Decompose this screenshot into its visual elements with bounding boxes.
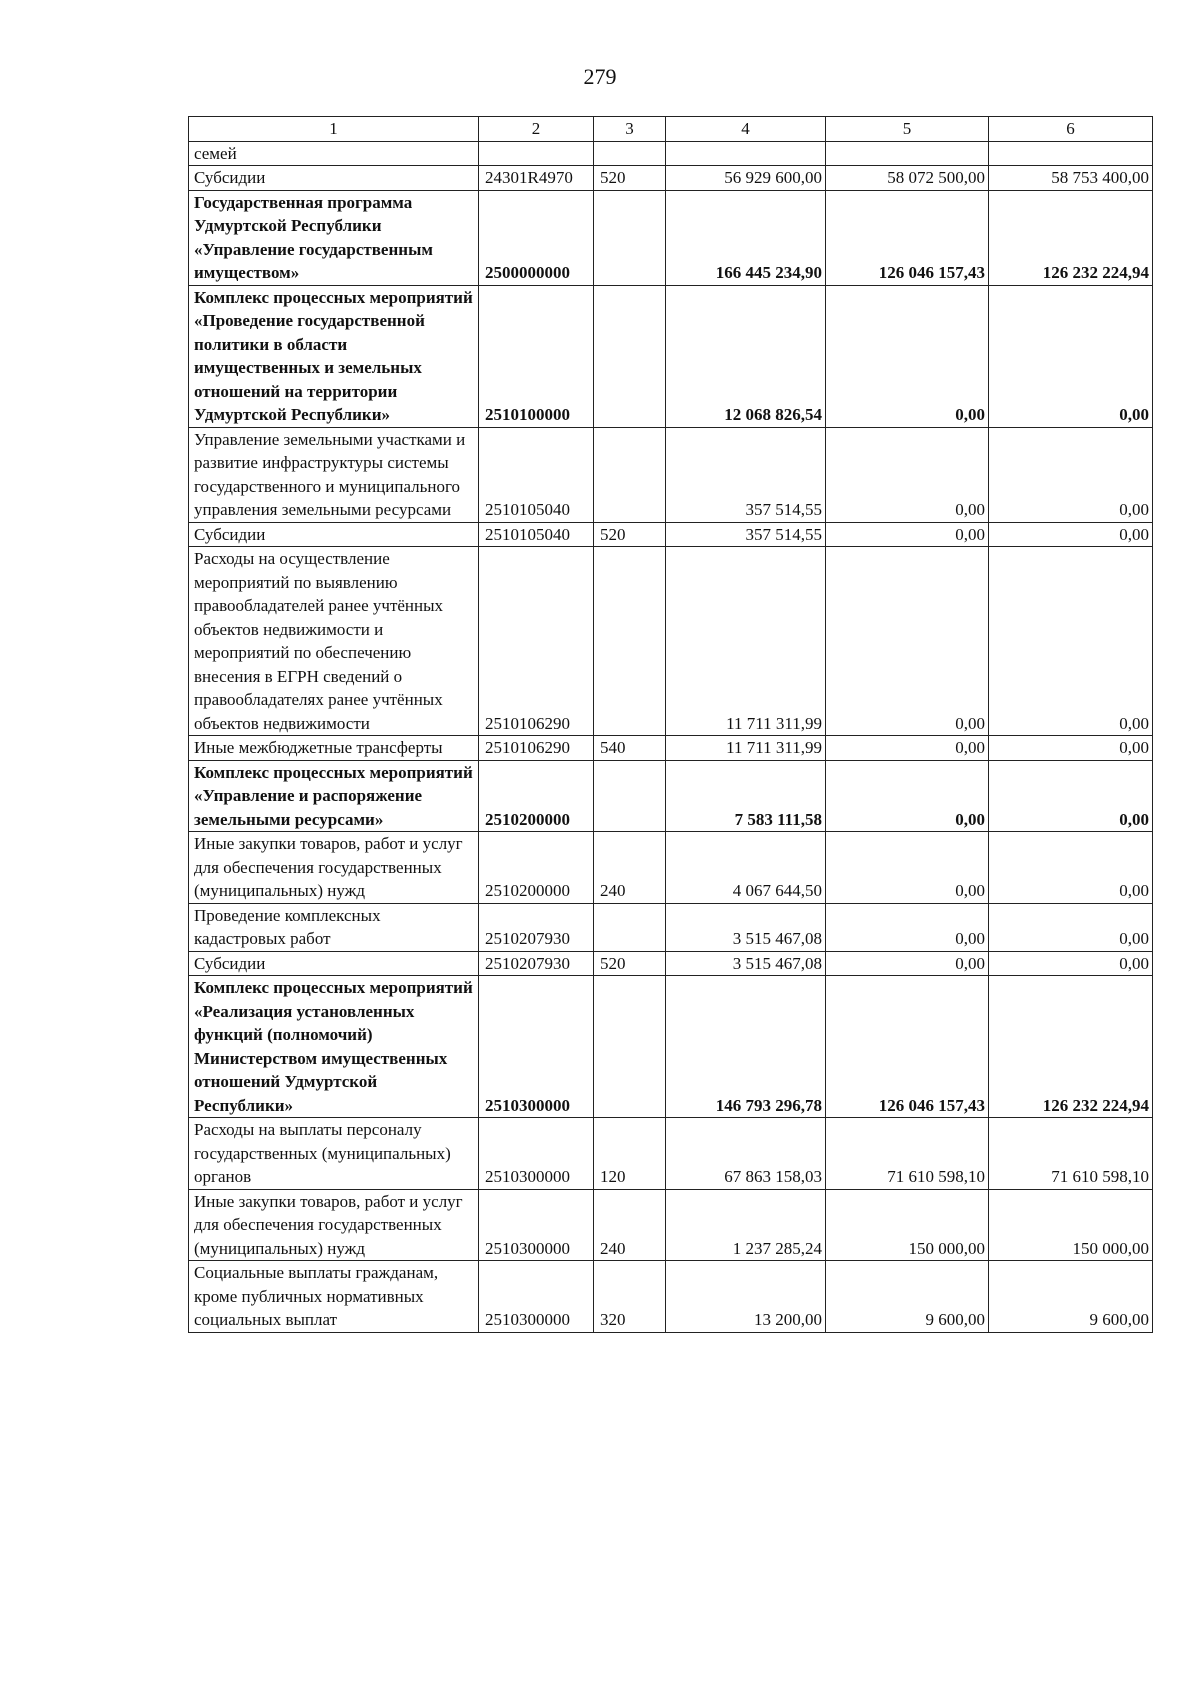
- row-value-col6-cell: 0,00: [989, 736, 1153, 761]
- column-header: 6: [989, 117, 1153, 142]
- row-value-col5-cell: 126 046 157,43: [826, 190, 989, 285]
- row-value-col4-cell: 13 200,00: [666, 1261, 826, 1333]
- row-name-cell: Проведение комплексных кадастровых работ: [189, 903, 479, 951]
- row-value-col4-cell: 146 793 296,78: [666, 976, 826, 1118]
- row-value-col5-cell: 0,00: [826, 760, 989, 832]
- row-kvr-cell: 540: [594, 736, 666, 761]
- row-value-col4-cell: 11 711 311,99: [666, 736, 826, 761]
- row-value-col5-cell: 0,00: [826, 903, 989, 951]
- row-kvr-cell: 320: [594, 1261, 666, 1333]
- row-value-col4-cell: 3 515 467,08: [666, 903, 826, 951]
- table-row: [189, 736, 1153, 761]
- row-value-col6-cell: [989, 141, 1153, 166]
- row-value-col6-cell: 0,00: [989, 547, 1153, 736]
- row-value-col5-cell: 0,00: [826, 832, 989, 904]
- row-code-cell: 2510106290: [479, 736, 594, 761]
- row-code-cell: 2510300000: [479, 976, 594, 1118]
- row-kvr-cell: [594, 190, 666, 285]
- row-value-col6-cell: 0,00: [989, 427, 1153, 522]
- row-code-cell: 2510106290: [479, 547, 594, 736]
- row-value-col6-cell: 9 600,00: [989, 1261, 1153, 1333]
- row-value-col6-cell: 0,00: [989, 951, 1153, 976]
- table-row: [189, 832, 1153, 904]
- row-value-col6-cell: 126 232 224,94: [989, 190, 1153, 285]
- table-row: [189, 522, 1153, 547]
- row-code-cell: 2510100000: [479, 285, 594, 427]
- table-row: [189, 547, 1153, 736]
- row-name-cell: Субсидии: [189, 951, 479, 976]
- table-row: [189, 903, 1153, 951]
- row-value-col4-cell: 166 445 234,90: [666, 190, 826, 285]
- row-code-cell: 2510105040: [479, 427, 594, 522]
- row-name-cell: Комплекс процессных мероприятий «Управление и распоряжение земельными ресурсами»: [189, 760, 479, 832]
- row-kvr-cell: [594, 285, 666, 427]
- row-value-col6-cell: 126 232 224,94: [989, 976, 1153, 1118]
- row-value-col4-cell: 7 583 111,58: [666, 760, 826, 832]
- table-header-row: [189, 117, 1153, 142]
- column-header: 3: [594, 117, 666, 142]
- row-value-col5-cell: 0,00: [826, 547, 989, 736]
- row-kvr-cell: [594, 427, 666, 522]
- row-value-col5-cell: 0,00: [826, 285, 989, 427]
- page-number: 279: [583, 64, 617, 89]
- table-body: [189, 117, 1153, 1333]
- row-value-col4-cell: 56 929 600,00: [666, 166, 826, 191]
- row-kvr-cell: [594, 141, 666, 166]
- row-name-cell: Социальные выплаты гражданам, кроме публичных нормативных социальных выплат: [189, 1261, 479, 1333]
- row-value-col5-cell: 0,00: [826, 427, 989, 522]
- column-header: 1: [189, 117, 479, 142]
- table-row: [189, 1261, 1153, 1333]
- table-row: [189, 141, 1153, 166]
- row-value-col4-cell: 357 514,55: [666, 427, 826, 522]
- row-code-cell: 2510300000: [479, 1261, 594, 1333]
- budget-table: [188, 116, 1153, 1333]
- row-code-cell: 2510300000: [479, 1189, 594, 1261]
- row-code-cell: 2510105040: [479, 522, 594, 547]
- row-value-col6-cell: 0,00: [989, 285, 1153, 427]
- table-row: [189, 1189, 1153, 1261]
- row-value-col4-cell: 1 237 285,24: [666, 1189, 826, 1261]
- row-value-col5-cell: 0,00: [826, 951, 989, 976]
- row-value-col4-cell: 357 514,55: [666, 522, 826, 547]
- column-header: 4: [666, 117, 826, 142]
- row-name-cell: Расходы на осуществление мероприятий по выявлению правообладателей ранее учтённых объектов недвижимости и мероприятий по обеспечению внесения в ЕГРН сведений о правообладателях ранее учтённых объектов недвижимости: [189, 547, 479, 736]
- table-row: [189, 285, 1153, 427]
- row-code-cell: 24301R4970: [479, 166, 594, 191]
- row-value-col4-cell: 11 711 311,99: [666, 547, 826, 736]
- row-value-col5-cell: 150 000,00: [826, 1189, 989, 1261]
- row-value-col4-cell: 4 067 644,50: [666, 832, 826, 904]
- row-code-cell: 2510207930: [479, 903, 594, 951]
- row-value-col5-cell: 0,00: [826, 736, 989, 761]
- row-value-col6-cell: 0,00: [989, 903, 1153, 951]
- row-name-cell: Управление земельными участками и развитие инфраструктуры системы государственного и муниципального управления земельными ресурсами: [189, 427, 479, 522]
- row-value-col6-cell: 58 753 400,00: [989, 166, 1153, 191]
- row-kvr-cell: 120: [594, 1118, 666, 1190]
- row-value-col5-cell: [826, 141, 989, 166]
- row-code-cell: 2510207930: [479, 951, 594, 976]
- row-kvr-cell: 520: [594, 166, 666, 191]
- column-header: 5: [826, 117, 989, 142]
- row-code-cell: 2510200000: [479, 760, 594, 832]
- table-row: [189, 427, 1153, 522]
- row-value-col5-cell: 71 610 598,10: [826, 1118, 989, 1190]
- row-name-cell: семей: [189, 141, 479, 166]
- table-row: [189, 166, 1153, 191]
- row-name-cell: Комплекс процессных мероприятий «Проведение государственной политики в области имущественных и земельных отношений на территории Удмуртской Республики»: [189, 285, 479, 427]
- row-value-col6-cell: 71 610 598,10: [989, 1118, 1153, 1190]
- row-kvr-cell: 520: [594, 951, 666, 976]
- row-value-col4-cell: [666, 141, 826, 166]
- table-row: [189, 760, 1153, 832]
- table-row: [189, 951, 1153, 976]
- row-kvr-cell: 240: [594, 1189, 666, 1261]
- row-name-cell: Расходы на выплаты персоналу государственных (муниципальных) органов: [189, 1118, 479, 1190]
- row-name-cell: Комплекс процессных мероприятий «Реализация установленных функций (полномочий) Министерством имущественных отношений Удмуртской Республики»: [189, 976, 479, 1118]
- table-row: [189, 1118, 1153, 1190]
- row-kvr-cell: 240: [594, 832, 666, 904]
- row-name-cell: Субсидии: [189, 166, 479, 191]
- row-value-col5-cell: 58 072 500,00: [826, 166, 989, 191]
- row-value-col5-cell: 0,00: [826, 522, 989, 547]
- table-row: [189, 976, 1153, 1118]
- row-value-col6-cell: 0,00: [989, 522, 1153, 547]
- row-name-cell: Иные закупки товаров, работ и услуг для обеспечения государственных (муниципальных) нужд: [189, 832, 479, 904]
- row-name-cell: Государственная программа Удмуртской Республики «Управление государственным имуществом»: [189, 190, 479, 285]
- row-value-col6-cell: 150 000,00: [989, 1189, 1153, 1261]
- row-kvr-cell: [594, 760, 666, 832]
- row-value-col6-cell: 0,00: [989, 760, 1153, 832]
- row-code-cell: 2510200000: [479, 832, 594, 904]
- column-header: 2: [479, 117, 594, 142]
- row-kvr-cell: 520: [594, 522, 666, 547]
- row-name-cell: Иные межбюджетные трансферты: [189, 736, 479, 761]
- row-value-col5-cell: 9 600,00: [826, 1261, 989, 1333]
- row-kvr-cell: [594, 547, 666, 736]
- row-kvr-cell: [594, 976, 666, 1118]
- row-code-cell: [479, 141, 594, 166]
- row-kvr-cell: [594, 903, 666, 951]
- row-code-cell: 2500000000: [479, 190, 594, 285]
- table-row: [189, 190, 1153, 285]
- row-value-col4-cell: 12 068 826,54: [666, 285, 826, 427]
- row-value-col4-cell: 67 863 158,03: [666, 1118, 826, 1190]
- row-value-col5-cell: 126 046 157,43: [826, 976, 989, 1118]
- row-value-col4-cell: 3 515 467,08: [666, 951, 826, 976]
- row-code-cell: 2510300000: [479, 1118, 594, 1190]
- row-name-cell: Субсидии: [189, 522, 479, 547]
- row-value-col6-cell: 0,00: [989, 832, 1153, 904]
- row-name-cell: Иные закупки товаров, работ и услуг для обеспечения государственных (муниципальных) нужд: [189, 1189, 479, 1261]
